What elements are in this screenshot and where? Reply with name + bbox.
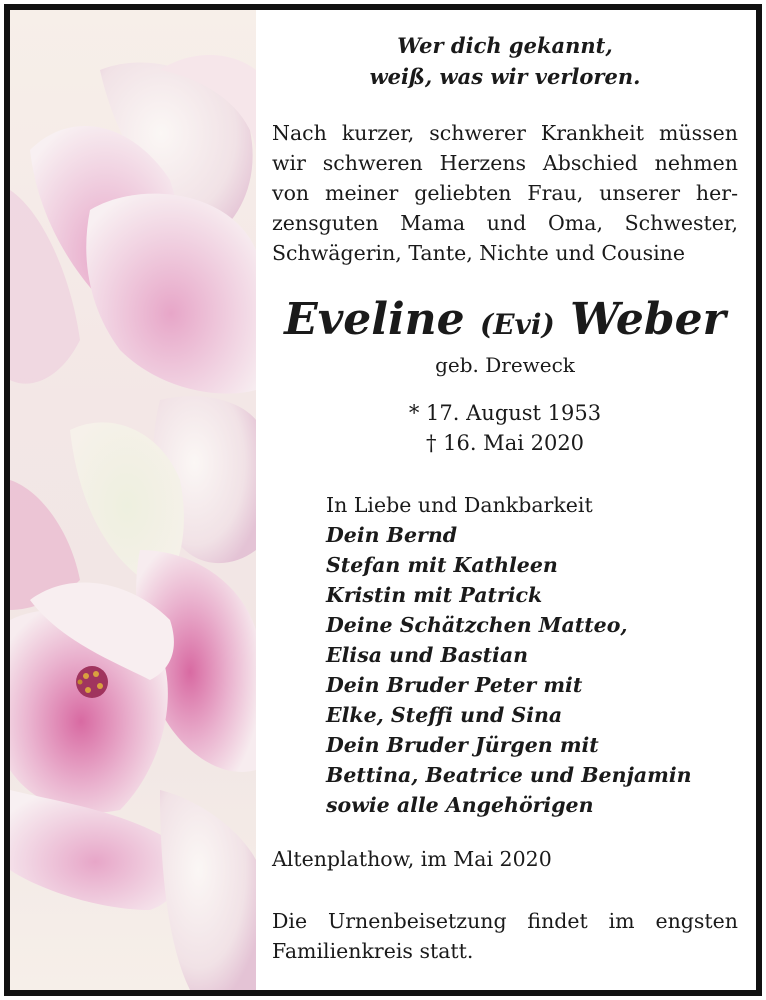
intro-line: Nach kurzer, schwerer Krankheit müssen [272, 121, 738, 145]
motto-line: Wer dich gekannt, [397, 33, 613, 58]
mourner: Stefan mit Kathleen [326, 553, 558, 577]
mourner: Elke, Steffi und Sina [326, 703, 563, 727]
first-name: Eveline [284, 294, 465, 345]
burial-line: Die Urnenbeisetzung findet im engsten [272, 909, 738, 933]
notice-text [272, 10, 738, 990]
birth-date: * 17. August 1953 [408, 401, 602, 425]
mourners-lead: In Liebe und Dankbarkeit [326, 493, 593, 517]
mourners-list [326, 490, 746, 820]
magnolia-illustration [10, 10, 256, 990]
mourner: sowie alle Angehörigen [326, 793, 594, 817]
life-dates [272, 398, 738, 458]
mourner: Dein Bruder Peter mit [326, 673, 583, 697]
death-date: † 16. Mai 2020 [425, 431, 585, 455]
birth-name: geb. Dreweck [435, 353, 575, 377]
intro-line: von meiner geliebten Frau, unserer her- [272, 181, 738, 205]
obituary-notice [10, 10, 756, 990]
burial-line: Familienkreis statt. [272, 939, 474, 963]
memorial-motto [272, 30, 738, 92]
last-name: Weber [570, 294, 726, 345]
place-and-date: Altenplathow, im Mai 2020 [272, 847, 552, 871]
notice-border [4, 4, 762, 996]
mourner: Dein Bernd [326, 523, 458, 547]
mourner: Dein Bruder Jürgen mit [326, 733, 599, 757]
burial-notice [272, 906, 738, 966]
mourner: Elisa und Bastian [326, 643, 529, 667]
mourner: Kristin mit Patrick [326, 583, 543, 607]
deceased-name [272, 292, 738, 353]
nickname: (Evi) [480, 308, 555, 341]
intro-paragraph [272, 118, 738, 268]
mourner: Deine Schätzchen Matteo, [326, 613, 628, 637]
magnolia-image [10, 10, 256, 990]
intro-line: zensguten Mama und Oma, Schwester, [272, 211, 738, 235]
mourner: Bettina, Beatrice und Benjamin [326, 763, 692, 787]
intro-line: wir schweren Herzens Abschied nehmen [272, 151, 738, 175]
intro-line: Schwägerin, Tante, Nichte und Cousine [272, 241, 686, 265]
motto-line: weiß, was wir verloren. [369, 64, 641, 89]
